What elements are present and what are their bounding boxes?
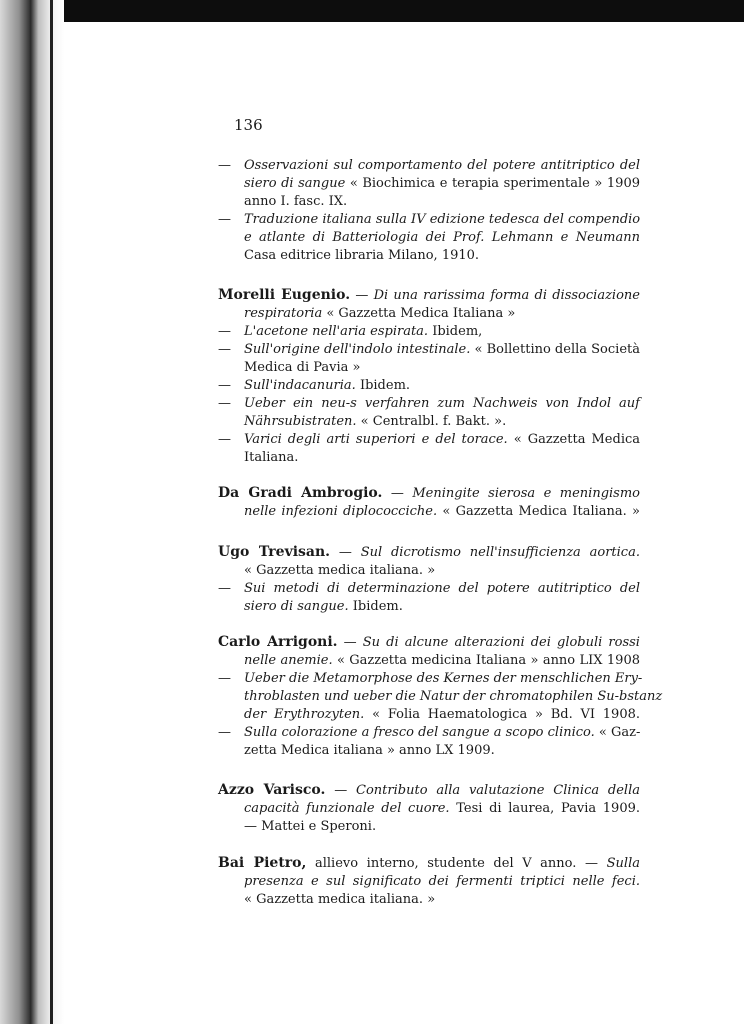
entry-line: capacità funzionale del cuore. Tesi di laurea, Pavia 1909.	[244, 801, 640, 816]
author-entry: Da Gradi Ambrogio. — Meningite sierosa e meningismo	[218, 485, 641, 501]
author-name: Da Gradi Ambrogio.	[218, 485, 383, 501]
entry-line: der Erythrozyten. « Folia Haematologica » Bd. VI 1908.	[244, 707, 640, 722]
entry-line: — Ueber ein neu-s verfahren zum Nachweis von Indol auf	[218, 396, 640, 411]
entry-line: — Sulla colorazione a fresco del sangue a scopo clinico. « Gaz-	[218, 725, 641, 740]
author-entry: Bai Pietro, allievo interno, studente del V anno. — Sulla	[218, 855, 640, 871]
entry-line: nelle infezioni diplococciche. « Gazzetta Medica Italiana. »	[244, 504, 640, 519]
page-number: 136	[234, 116, 263, 134]
entry-line: siero di sangue. Ibidem.	[244, 599, 403, 614]
author-entry: Ugo Trevisan. — Sul dicrotismo nell'insufficienza aortica.	[218, 544, 640, 560]
book-gutter-line	[50, 0, 53, 1024]
author-entry: Carlo Arrigoni. — Su di alcune alterazioni dei globuli rossi	[218, 634, 640, 650]
entry-line: Italiana.	[244, 450, 299, 465]
entry-line: nelle anemie. « Gazzetta medicina Italiana » anno LIX 1908	[244, 653, 640, 668]
entry-line: « Gazzetta medica italiana. »	[244, 892, 436, 907]
author-name: Bai Pietro,	[218, 855, 307, 871]
entry-line: siero di sangue « Biochimica e terapia sperimentale » 1909	[244, 176, 640, 191]
entry-line: « Gazzetta medica italiana. »	[244, 563, 436, 578]
author-name: Carlo Arrigoni.	[218, 634, 338, 650]
entry-line: e atlante di Batteriologia dei Prof. Lehmann e Neumann	[244, 230, 640, 245]
entry-line: — Sull'indacanuria. Ibidem.	[218, 378, 411, 393]
entry-line: Casa editrice libraria Milano, 1910.	[244, 248, 480, 263]
author-entry: Morelli Eugenio. — Di una rarissima forma di dissociazione	[218, 287, 640, 303]
author-name: Azzo Varisco.	[218, 782, 326, 798]
book-spine-shadow	[0, 0, 64, 1024]
entry-line: Nährsubistraten. « Centralbl. f. Bakt. ».	[244, 414, 507, 429]
entry-line: — Sui metodi di determinazione del potere autitriptico del	[218, 581, 640, 596]
entry-line: — Ueber die Metamorphose des Kernes der menschlichen Ery-	[218, 671, 643, 686]
entry-line: — Osservazioni sul comportamento del potere antitriptico del	[218, 158, 640, 173]
document-page	[218, 0, 663, 1024]
entry-line: respiratoria « Gazzetta Medica Italiana »	[244, 306, 516, 321]
author-name: Ugo Trevisan.	[218, 544, 331, 560]
entry-line: — Traduzione italiana sulla IV edizione tedesca del compendio	[218, 212, 641, 227]
entry-line: throblasten und ueber die Natur der chromatophilen Su-bstanz	[244, 689, 663, 704]
entry-line: — Mattei e Speroni.	[244, 819, 377, 834]
entry-line: — Varici degli arti superiori e del torace. « Gazzetta Medica	[218, 432, 641, 447]
author-name: Morelli Eugenio.	[218, 287, 351, 303]
entry-line: presenza e sul significato dei fermenti triptici nelle feci.	[244, 874, 640, 889]
entry-line: zetta Medica italiana » anno LX 1909.	[244, 743, 495, 758]
entry-line: — Sull'origine dell'indolo intestinale. « Bollettino della Società	[218, 342, 640, 357]
author-entry: Azzo Varisco. — Contributo alla valutazione Clinica della	[218, 782, 640, 798]
entry-line: Medica di Pavia »	[244, 360, 361, 375]
entry-line: — L'acetone nell'aria espirata. Ibidem,	[218, 324, 483, 339]
entry-line: anno I. fasc. IX.	[244, 194, 348, 209]
